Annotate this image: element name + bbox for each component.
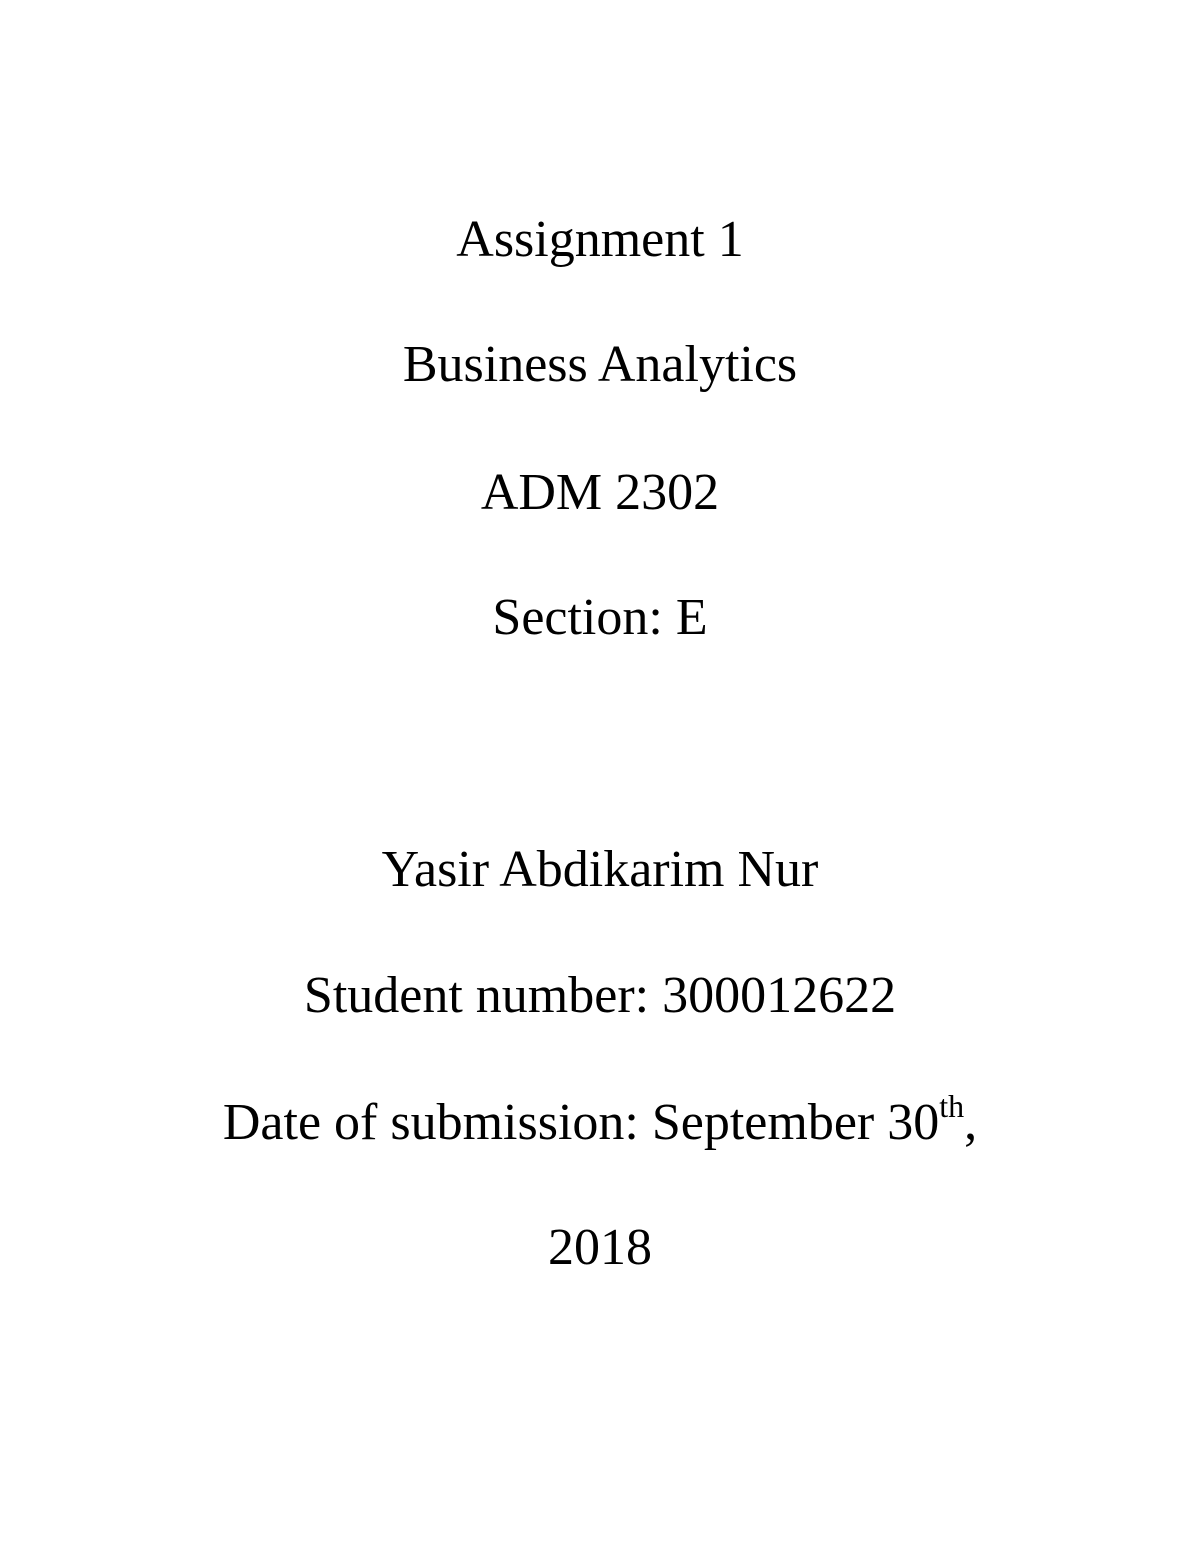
section-label: Section: E [492,589,708,646]
submission-date-text: Date of submission: September 30 [222,1094,940,1151]
student-number: Student number: 300012622 [303,967,897,1024]
submission-year: 2018 [548,1219,652,1276]
student-name: Yasir Abdikarim Nur [381,841,819,898]
submission-date [0,1087,1200,1153]
date-ordinal-suffix: th [939,1087,965,1124]
assignment-title: Assignment 1 [456,211,744,268]
course-code: ADM 2302 [480,464,720,521]
date-trailing-comma: , [964,1094,978,1151]
course-name: Business Analytics [402,336,798,393]
